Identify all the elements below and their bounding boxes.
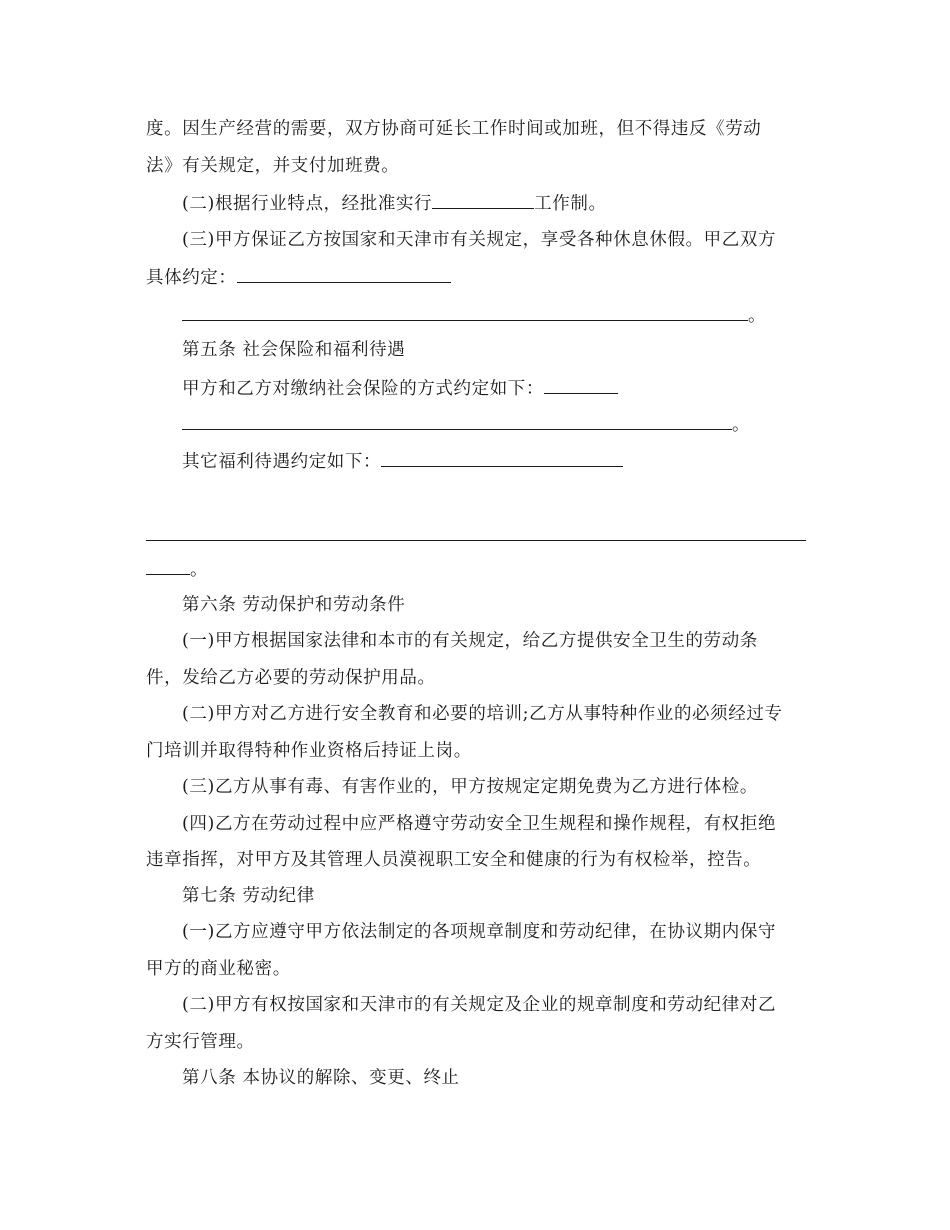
- fill-in-blank: [182, 413, 732, 430]
- paragraph-line: [182, 192, 607, 215]
- paragraph-line: 甲方的商业秘密。: [146, 959, 291, 979]
- paragraph-line: [182, 304, 766, 327]
- paragraph-line: 方实行管理。: [146, 1032, 255, 1052]
- paragraph-line: [146, 558, 208, 581]
- paragraph-text: 。: [190, 560, 209, 580]
- article-title: 第八条 本协议的解除、变更、终止: [182, 1068, 460, 1088]
- paragraph-line: 违章指挥，对甲方及其管理人员漠视职工安全和健康的行为有权检举，控告。: [146, 850, 762, 870]
- fill-in-blank: [544, 377, 618, 394]
- fill-in-blank: [381, 450, 623, 467]
- paragraph-text: (二)根据行业特点，经批准实行: [182, 194, 433, 214]
- paragraph-line: (一)甲方根据国家法律和本市的有关规定，给乙方提供安全卫生的劳动条: [182, 631, 758, 651]
- paragraph-line: (二)甲方有权按国家和天津市的有关规定及企业的规章制度和劳动纪律对乙: [182, 995, 777, 1015]
- paragraph-line: 法》有关规定，并支付加班费。: [146, 156, 400, 176]
- paragraph-line: [182, 377, 618, 400]
- paragraph-text: 。: [748, 306, 767, 326]
- paragraph-line: 度。因生产经营的需要，双方协商可延长工作时间或加班，但不得违反《劳动: [146, 119, 762, 139]
- article-title: 第七条 劳动纪律: [182, 886, 315, 906]
- paragraph-line: 门培训并取得特种作业资格后持证上岗。: [146, 741, 472, 761]
- article-title: 第五条 社会保险和福利待遇: [182, 340, 406, 360]
- fill-in-blank: [432, 192, 534, 209]
- paragraph-text: 其它福利待遇约定如下：: [182, 452, 382, 472]
- fill-in-blank: [146, 558, 190, 575]
- paragraph-text: 工作制。: [534, 194, 607, 214]
- paragraph-line: (三)甲方保证乙方按国家和天津市有关规定，享受各种休息休假。甲乙双方: [182, 230, 777, 250]
- paragraph-line: (三)乙方从事有毒、有害作业的，甲方按规定定期免费为乙方进行体检。: [182, 777, 758, 797]
- fill-in-blank: [146, 540, 806, 541]
- paragraph-text: 具体约定：: [146, 268, 237, 288]
- paragraph-line: [146, 266, 451, 289]
- paragraph-line: (一)乙方应遵守甲方依法制定的各项规章制度和劳动纪律，在协议期内保守: [182, 922, 777, 942]
- paragraph-text: 甲方和乙方对缴纳社会保险的方式约定如下：: [182, 379, 544, 399]
- article-title: 第六条 劳动保护和劳动条件: [182, 595, 406, 615]
- fill-in-blank: [182, 304, 748, 321]
- paragraph-line: 件，发给乙方必要的劳动保护用品。: [146, 668, 436, 688]
- paragraph-line: (四)乙方在劳动过程中应严格遵守劳动安全卫生规程和操作规程，有权拒绝: [182, 814, 777, 834]
- paragraph-line: [182, 413, 750, 436]
- fill-in-blank: [237, 266, 451, 283]
- paragraph-line: (二)甲方对乙方进行安全教育和必要的培训;乙方从事特种作业的必须经过专: [182, 704, 783, 724]
- paragraph-line: [182, 450, 623, 473]
- paragraph-text: 。: [732, 415, 751, 435]
